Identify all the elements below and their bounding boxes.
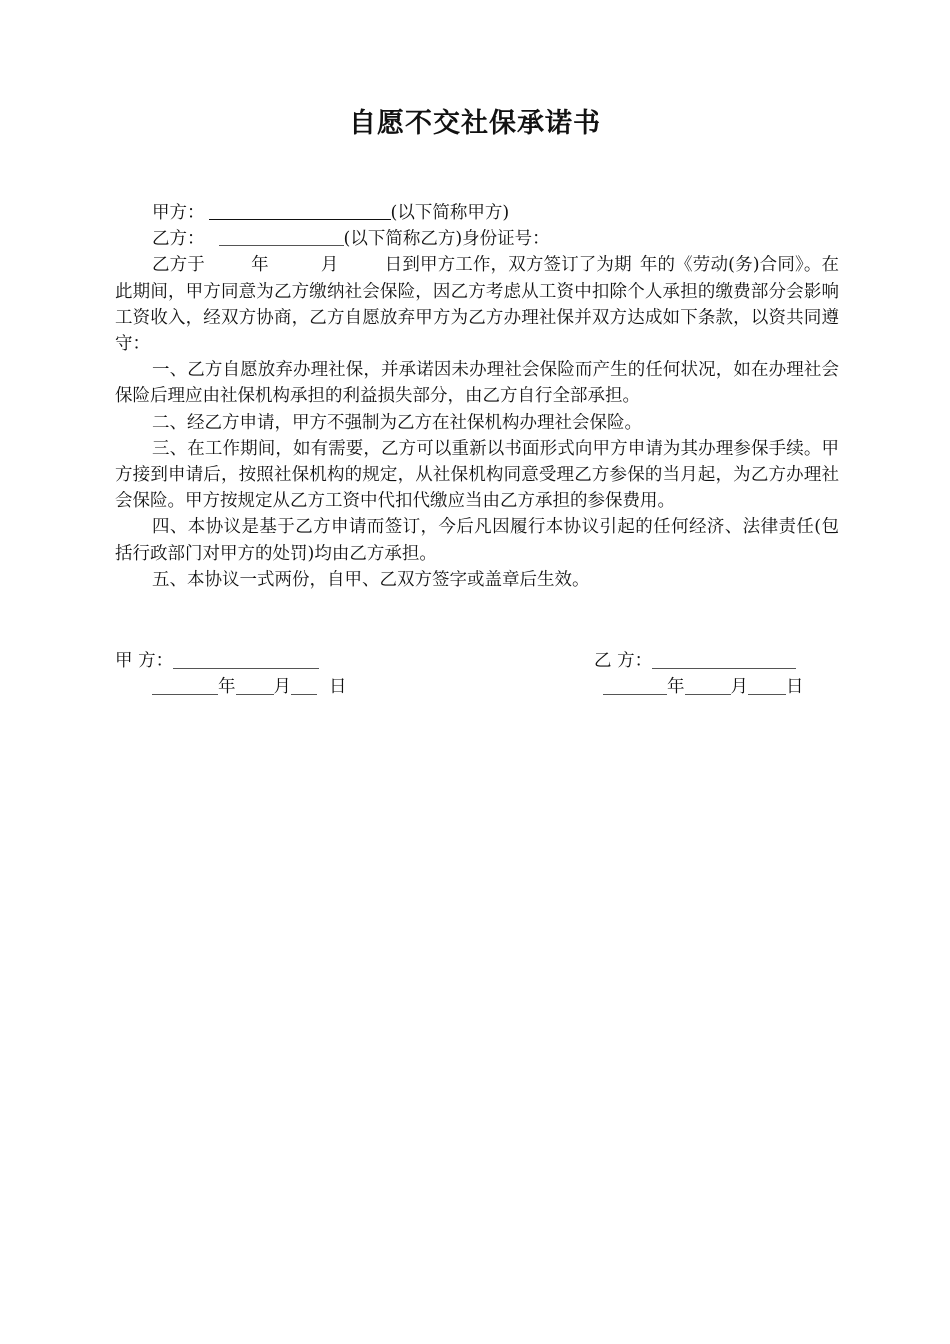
document-title: 自愿不交社保承诺书 (349, 108, 601, 139)
party-b-signature (594, 648, 796, 674)
party-b-sign-blank (652, 650, 796, 669)
intro-start: 乙方于 (152, 255, 205, 276)
party-b-blank (219, 227, 344, 246)
party-b-year-blank (603, 676, 667, 695)
party-a-sign-label: 甲 方： (115, 651, 174, 671)
party-b-year-label: 年 (667, 677, 685, 697)
party-a-date (152, 674, 347, 700)
party-b-sign-label: 乙 方： (594, 651, 653, 671)
party-a-sign-blank (173, 650, 319, 669)
clause-4: 四、本协议是基于乙方申请而签订，今后凡因履行本协议引起的任何经济、法律责任(包括行政部门对甲方的处罚)均由乙方承担。 (115, 517, 839, 564)
party-b-day-blank (748, 676, 786, 695)
party-b-date (603, 674, 804, 700)
clause-1: 一、乙方自愿放弃办理社保，并承诺因未办理社会保险而产生的任何状况，如在办理社会保险后理应由社保机构承担的利益损失部分，由乙方自行全部承担。 (115, 360, 839, 407)
intro-day: 日到甲方工作，双方签订了为期 (384, 255, 632, 276)
party-a-year-blank (152, 676, 218, 695)
clause-5: 五、本协议一式两份，自甲、乙双方签字或盖章后生效。 (152, 569, 590, 590)
party-a-suffix: (以下简称甲方) (390, 203, 510, 223)
party-a-month-blank (236, 676, 274, 695)
clause-3: 三、在工作期间，如有需要，乙方可以重新以书面形式向甲方申请为其办理参保手续。甲方接到申请后，按照社保机构的规定，从社保机构同意受理乙方参保的当月起，为乙方办理社会保险。甲方按规定从乙方工资中代扣代缴应当由乙方承担的参保费用。 (115, 438, 839, 512)
intro-rest: 年的《劳动(务)合同》。在此期间，甲方同意为乙方缴纳社会保险，因乙方考虑从工资中扣除个人承担的缴费部分会影响工资收入，经双方协商，乙方自愿放弃甲方为乙方办理社保并双方达成如下条款，以资共同遵守： (115, 255, 840, 355)
party-a-line (115, 200, 839, 226)
party-a-signature (115, 648, 319, 674)
party-a-year-label: 年 (218, 677, 236, 697)
party-b-day-label: 日 (786, 677, 804, 697)
clause-2: 二、经乙方申请，甲方不强制为乙方在社保机构办理社会保险。 (152, 412, 642, 433)
intro-month: 月 (320, 255, 339, 276)
party-a-month-label: 月 (273, 677, 291, 697)
party-b-suffix: (以下简称乙方)身份证号： (343, 229, 550, 250)
party-b-line (115, 226, 839, 252)
party-b-label: 乙方： (152, 229, 205, 250)
party-a-label: 甲方： (152, 203, 205, 223)
party-a-day-blank (291, 676, 317, 695)
party-b-month-blank (685, 676, 731, 695)
document-body (115, 200, 839, 593)
party-b-month-label: 月 (730, 677, 748, 697)
intro-paragraph (115, 252, 839, 357)
party-a-day-label: 日 (329, 677, 347, 697)
intro-year: 年 (250, 255, 269, 276)
party-a-blank (209, 201, 391, 220)
